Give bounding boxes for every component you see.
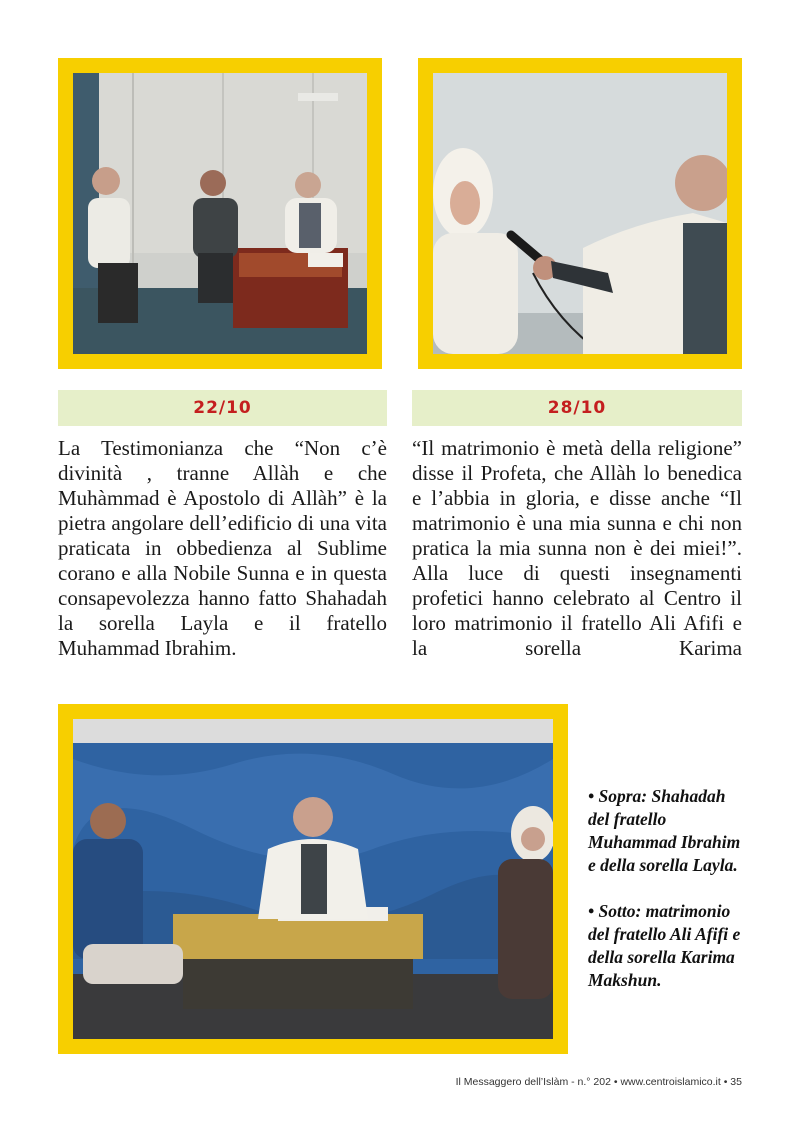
page-footer: Il Messaggero dell’Islàm - n.° 202 • www.centroislamico.it • 35: [455, 1076, 742, 1088]
date-label-matrimonio: 28/10: [412, 390, 742, 426]
date-label-shahadah: 22/10: [58, 390, 387, 426]
article-text-shahadah: La Testimonianza che “Non c’è divinità , tranne Allàh e che Muhàmmad è Apostolo di Allàh” è la pietra angolare dell’edificio di una vita praticata in obbedienza al Sublime corano e alla Nobile Sunna e in questa consapevolezza hanno fatto Shahadah la sorella Layla e il fratello Muhammad Ibrahim.: [58, 436, 387, 660]
caption-above: • Sopra: Shahadah del fratello Muhammad Ibrahim e della sorella Layla.: [588, 786, 741, 875]
photo-matrimonio: [73, 719, 553, 1039]
article-text-matrimonio: “Il matrimonio è metà della religione” disse il Profeta, che Allàh lo benedica e l’abbia in gloria, e disse anche “Il matrimonio è una mia sunna e chi non pratica la mia sunna non è dei miei!”. Alla luce di questi insegnamenti profetici hanno celebrato al Centro il loro matrimonio il fratello Ali Afifi e la sorella Karima: [412, 436, 742, 660]
photo-interview: [433, 73, 727, 354]
photo-frame-matrimonio: [58, 704, 568, 1054]
photo-frame-shahadah: [58, 58, 382, 369]
photo-shahadah: [73, 73, 367, 354]
caption-below: • Sotto: matrimonio del fratello Ali Afifi e della sorella Karima Makshun.: [588, 901, 741, 990]
photo-caption: [588, 785, 748, 992]
photo-frame-interview: [418, 58, 742, 369]
